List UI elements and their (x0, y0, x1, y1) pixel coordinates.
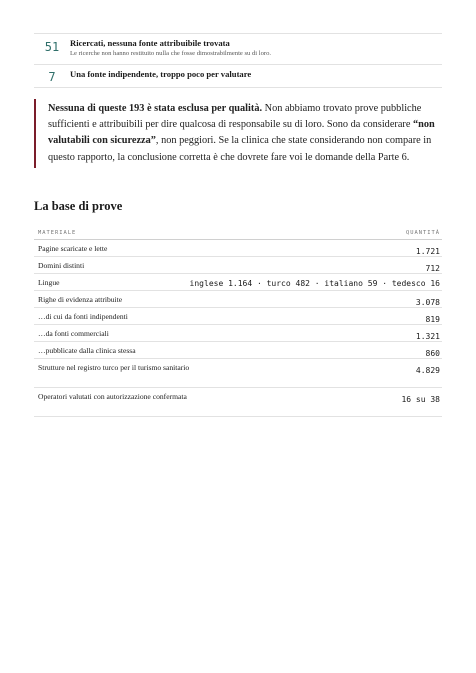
exclusion-callout (34, 99, 442, 168)
summary-count: 51 (44, 40, 60, 54)
row-value: 16 su 38 (401, 395, 440, 404)
row-label: Righe di evidenza attribuite (38, 295, 123, 304)
table-row (34, 342, 442, 359)
row-value: 4.829 (415, 366, 440, 375)
row-value: 860 (425, 349, 440, 358)
unassessable-summary (34, 33, 442, 88)
row-label: Operatori valutati con autorizzazione confermata (38, 392, 187, 401)
table-row (34, 388, 442, 417)
row-label: …da fonti commerciali (38, 329, 109, 338)
evidence-table (34, 230, 442, 417)
section-heading: La base di prove (34, 199, 123, 213)
summary-title: Una fonte indipendente, troppo poco per valutare (70, 69, 252, 79)
table-row (34, 308, 442, 325)
summary-row-one-source (34, 65, 442, 88)
row-value: 819 (425, 315, 440, 324)
row-label: Domini distinti (38, 261, 85, 270)
summary-subtitle: Le ricerche non hanno restituito nulla che fosse dimostrabilmente su di loro. (70, 50, 272, 57)
row-label: …di cui da fonti indipendenti (38, 312, 128, 321)
callout-quote: “non valutabili con sicurezza” (48, 119, 435, 147)
table-row (34, 291, 442, 308)
row-value: 1.321 (415, 332, 440, 341)
column-header-material: MATERIALE (38, 230, 77, 236)
summary-count: 7 (48, 70, 56, 84)
callout-text-1: Non abbiamo trovato prove pubbliche sufficienti e attribuibili per dire qualcosa di responsabile su di loro. Sono da considerare (48, 103, 422, 131)
row-label: …pubblicate dalla clinica stessa (38, 346, 136, 355)
row-value: 3.078 (415, 298, 440, 307)
table-row (34, 257, 442, 274)
row-value: 712 (425, 264, 440, 273)
table-row (34, 359, 442, 388)
row-label: Strutture nel registro turco per il turismo sanitario (38, 363, 190, 372)
table-row (34, 274, 442, 291)
callout-text-2: , non peggiori. Se la clinica che state considerando non compare in questo rapporto, la conclusione corretta è che dovrete fare voi le domande della Parte 6. (48, 135, 432, 163)
row-value: inglese 1.164 · turco 482 · italiano 59 · tedesco 16 (189, 279, 440, 288)
evidence-table-header (34, 230, 442, 240)
summary-row-no-source (34, 33, 442, 65)
column-header-quantity: QUANTITÀ (406, 230, 440, 236)
row-label: Pagine scaricate e lette (38, 244, 108, 253)
table-row (34, 325, 442, 342)
table-row (34, 240, 442, 257)
row-label: Lingue (38, 278, 60, 287)
summary-title: Ricercati, nessuna fonte attribuibile trovata (70, 38, 230, 48)
row-value: 1.721 (415, 247, 440, 256)
callout-lead: Nessuna di queste 193 è stata esclusa per qualità. (48, 103, 263, 114)
